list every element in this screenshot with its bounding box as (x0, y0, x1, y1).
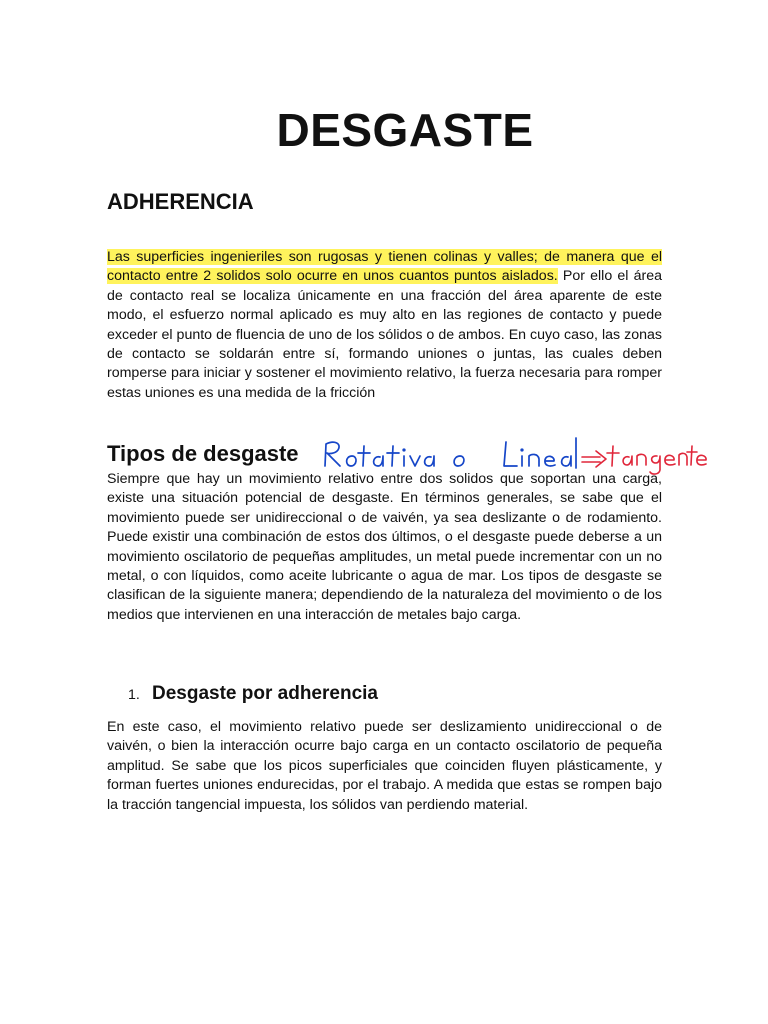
list-heading: Desgaste por adherencia (152, 683, 378, 704)
paragraph-adherencia (107, 248, 662, 403)
paragraph-text: Por ello el área de contacto real se localiza únicamente en una fracción del área aparente de este modo, el esfuerzo normal aplicado es muy alto en las regiones de contacto y puede exceder el punto de fluencia de uno de los sólidos o de ambos. En cuyo caso, las zonas de contacto se soldarán entre sí, formando uniones o juntas, las cuales deben romperse para iniciar y sostener el movimiento relativo, la fuerza necesaria para romper estas uniones es una medida de la fricción (107, 268, 662, 401)
section-heading-adherencia: ADHERENCIA (107, 189, 254, 214)
list-number: 1. (128, 687, 140, 703)
paragraph-tipos: Siempre que hay un movimiento relativo entre dos solidos que soportan una carga, existe una situación potencial de desgaste. En términos generales, se sabe que el movimiento puede ser unidireccional o de vaivén, ya sea deslizante o de rodamiento. Puede existir una combinación de estos dos últimos, o el desgaste puede deberse a un movimiento oscilatorio de pequeñas amplitudes, un metal puede incrementar con un no metal, o con líquidos, como aceite lubricante o agua de mar. Los tipos de desgaste se clasifican de la siguiente manera; dependiendo de la naturaleza del movimiento o de los medios que intervienen en una interacción de metales bajo carga. (107, 471, 662, 623)
section-heading-tipos: Tipos de desgaste (107, 441, 299, 466)
list-item-desgaste-por-adherencia (128, 683, 378, 705)
document-title: DESGASTE (276, 104, 534, 156)
paragraph-desgaste-adherencia: En este caso, el movimiento relativo puede ser deslizamiento unidireccional o de vaivén, o bien la interacción ocurre bajo carga en un contacto oscilatorio de pequeña amplitud. Se sabe que los picos superficiales que coinciden fluyen plásticamente, y forman fuertes uniones endurecidas, por el trabajo. A medida que estas se rompen bajo la tracción tangencial impuesta, los sólidos van perdiendo material. (107, 719, 662, 813)
highlighted-text: Las superficies ingenieriles son rugosas y tienen colinas y valles; de manera que el contacto entre 2 solidos solo ocurre en unos cuantos puntos aislados. (107, 249, 662, 285)
handwriting-rotativa-o-linea (325, 438, 576, 468)
